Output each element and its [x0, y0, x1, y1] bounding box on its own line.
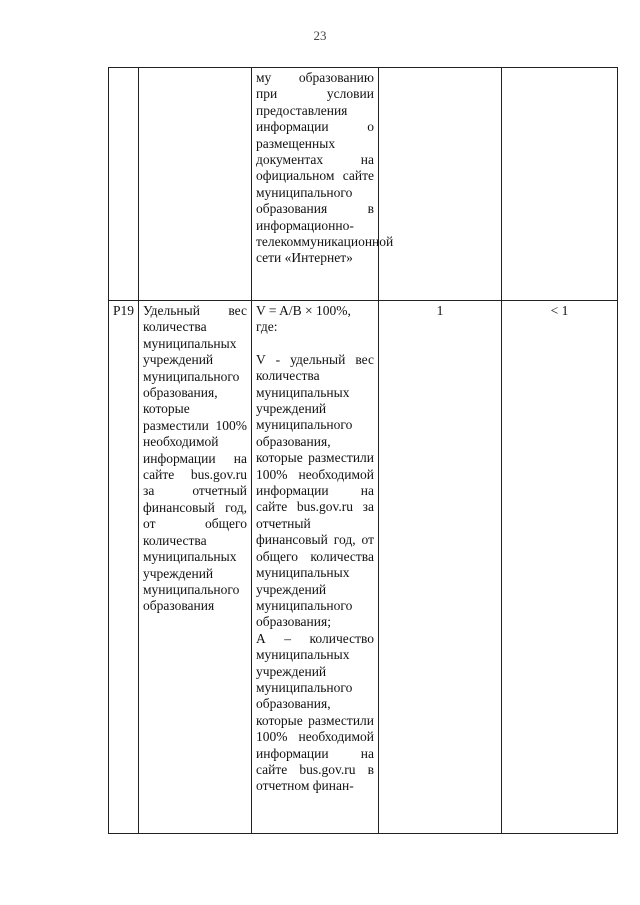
- indicator-cell: Удельный вес количества муниципальных учреждений муниципального образования, которые разместили 100% необходимой информации на сайте bus.gov.ru за отчетный финансовый год, от общего количества муниципальных учреждений муниципального образования: [139, 301, 252, 834]
- method-cell: [252, 301, 379, 834]
- code-cell: [109, 68, 139, 301]
- value-cell: 1: [379, 301, 502, 834]
- definition-a: А – количество муниципальных учреждений муниципального образования, которые разместили 100% необходимой информации на сайте bus.gov.ru в отчетном финан-: [256, 630, 374, 794]
- table-row: [109, 68, 618, 301]
- formula: [256, 303, 374, 336]
- value-cell: [379, 68, 502, 301]
- table-row: [109, 301, 618, 834]
- formula-where: где:: [256, 319, 278, 335]
- indicator-cell: [139, 68, 252, 301]
- method-cell: [252, 68, 394, 301]
- indicators-table: [108, 67, 618, 834]
- formula-expression: V = A/B × 100%,: [256, 303, 351, 318]
- page-number: 23: [313, 28, 327, 43]
- method-text: му образованию при условии предоставления информации о размещенных документах на официальном сайте муниципального образования в информационно-телекоммуникационной сети «Интернет»: [256, 70, 394, 266]
- target-cell: < 1: [502, 301, 618, 834]
- code-cell: Р19: [109, 301, 139, 834]
- target-cell: [502, 68, 618, 301]
- definition-v: V - удельный вес количества муниципальных учреждений муниципального образования, которые разместили 100% необходимой информации на сайте bus.gov.ru за отчетный финансовый год, от общего количества муниципальных учреждений муниципального образования;: [256, 351, 374, 630]
